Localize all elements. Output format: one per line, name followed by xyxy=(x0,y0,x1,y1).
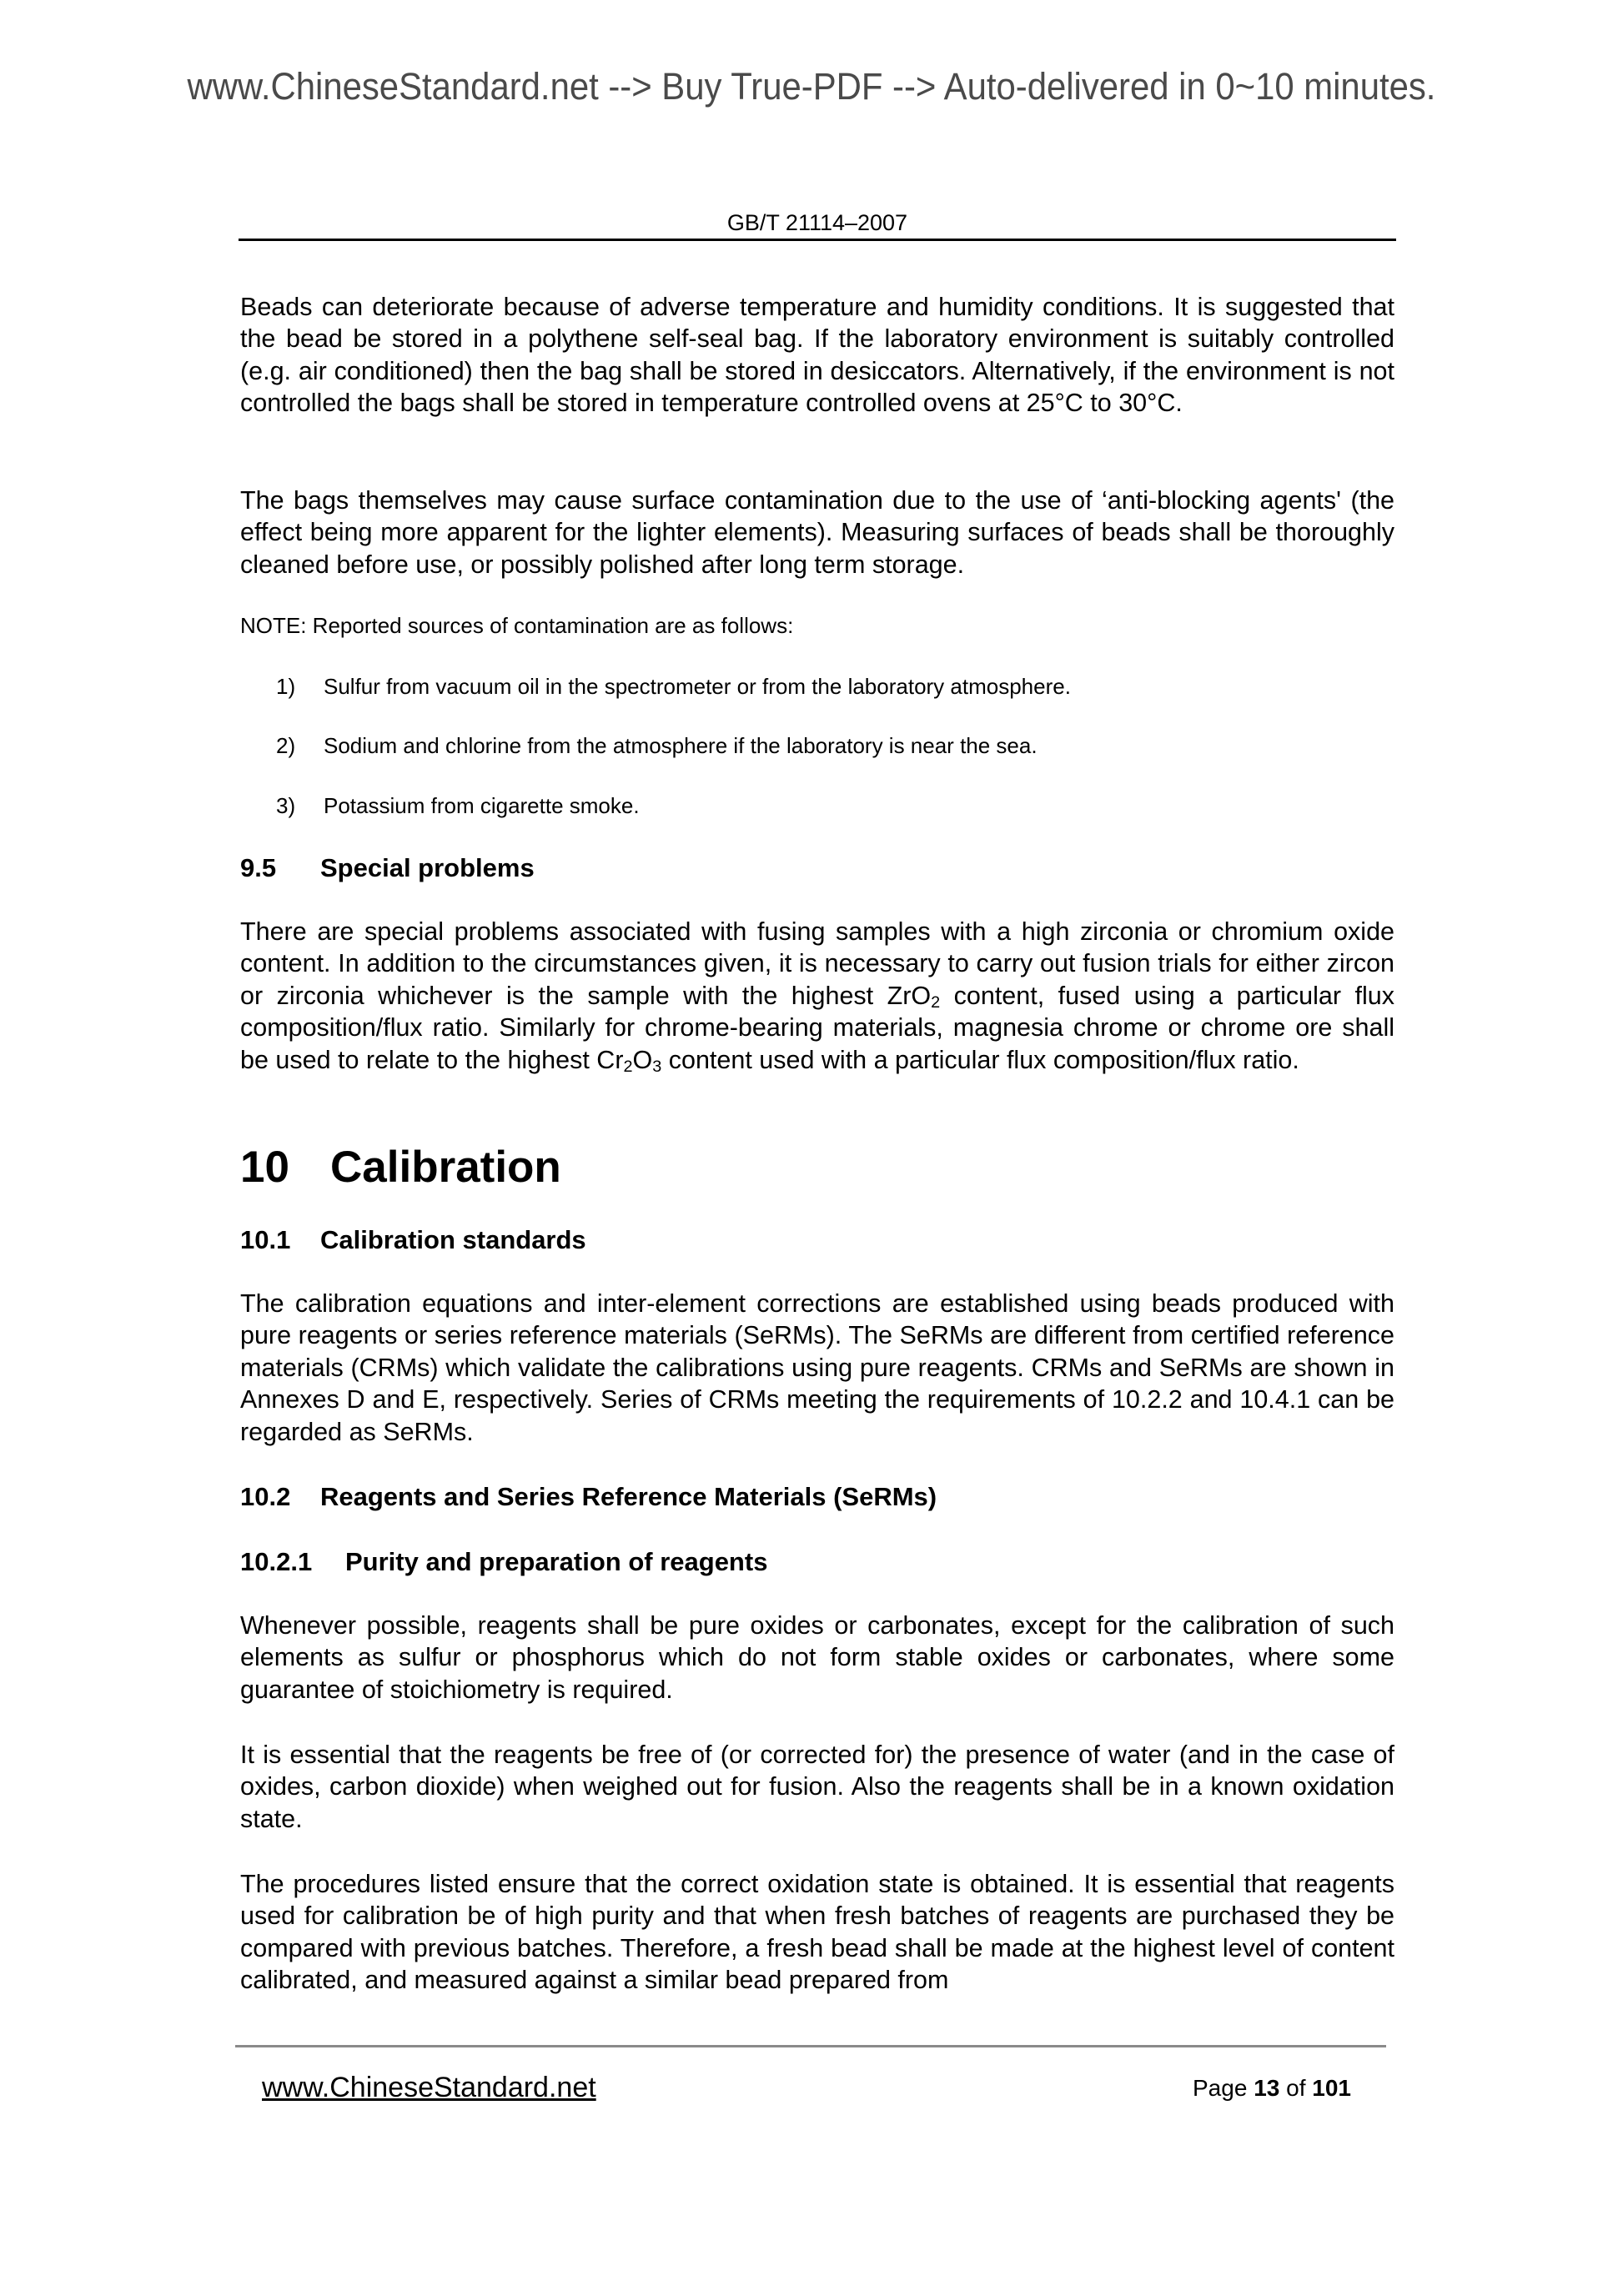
footer-divider xyxy=(235,2045,1386,2047)
document-id: GB/T 21114–2007 xyxy=(726,210,908,235)
current-page: 13 xyxy=(1254,2075,1280,2101)
note-item-text: Sulfur from vacuum oil in the spectrometer or from the laboratory atmosphere. xyxy=(324,674,1071,699)
note-item-text: Potassium from cigarette smoke. xyxy=(324,793,640,818)
heading-number: 10.2.1 xyxy=(240,1547,313,1576)
promo-banner: www.ChineseStandard.net --> Buy True-PDF --> Auto-delivered in 0~10 minutes. xyxy=(187,65,1436,108)
total-pages: 101 xyxy=(1312,2075,1351,2101)
note-item-number: 3) xyxy=(276,793,296,818)
text-segment: O xyxy=(632,1045,653,1074)
note-item-number: 2) xyxy=(276,733,296,758)
paragraph-bag-contamination: The bags themselves may cause surface contamination due to the use of ‘anti-blocking agents' (the effect being more apparent for the lighter elements). Measuring surfaces of beads shall be thoroughly cleaned before use, or possibly polished after long term storage. xyxy=(240,486,1394,579)
heading-10-2-1 xyxy=(240,1546,767,1578)
paragraph-special-problems xyxy=(240,916,1394,1076)
heading-number: 10.1 xyxy=(240,1225,291,1254)
text-segment: content used with a particular flux composition/flux ratio. xyxy=(661,1045,1299,1074)
text-segment: content, fused using a particular flux composition/flux ratio. Similarly for chrome-bearing materials, magnesia chrome or chrome ore shall be used to relate to the highest Cr xyxy=(240,981,1394,1074)
note-item-number: 1) xyxy=(276,674,296,699)
text-segment: There are special problems associated with fusing samples with a high zirconia or chromium oxide content. In addition to the circumstances given, it is necessary to carry out fusion trials for either zircon or zirconia whichever is the sample with the highest ZrO xyxy=(240,917,1394,1010)
heading-10-1 xyxy=(240,1224,586,1256)
heading-title: Special problems xyxy=(320,853,535,882)
heading-10 xyxy=(240,1143,561,1193)
heading-number: 10.2 xyxy=(240,1482,291,1511)
note-item-text: Sodium and chlorine from the atmosphere if the laboratory is near the sea. xyxy=(324,733,1038,758)
heading-10-2 xyxy=(240,1481,937,1513)
heading-title: Reagents and Series Reference Materials (SeRMs) xyxy=(320,1482,937,1511)
note-text: NOTE: Reported sources of contamination are as follows: xyxy=(240,613,794,638)
paragraph-calibration-standards: The calibration equations and inter-element corrections are established using beads produced with pure reagents or series reference materials (SeRMs). The SeRMs are different from certified reference materials (CRMs) which validate the calibrations using pure reagents. CRMs and SeRMs are shown in Annexes D and E, respectively. Series of CRMs meeting the requirements of 10.2.2 and 10.4.1 can be regarded as SeRMs. xyxy=(240,1289,1394,1446)
subscript: 2 xyxy=(931,992,941,1012)
heading-number: 9.5 xyxy=(240,853,277,882)
header-divider xyxy=(239,239,1396,241)
page-number xyxy=(1193,2075,1351,2102)
heading-number: 10 xyxy=(240,1143,289,1192)
heading-title: Purity and preparation of reagents xyxy=(345,1547,768,1576)
heading-title: Calibration standards xyxy=(320,1225,586,1254)
heading-9-5 xyxy=(240,852,535,884)
subscript: 3 xyxy=(652,1057,662,1076)
subscript: 2 xyxy=(623,1057,633,1076)
paragraph-bead-storage: Beads can deteriorate because of adverse temperature and humidity conditions. It is suggested that the bead be stored in a polythene self-seal bag. If the laboratory environment is suitably controlled (e.g. air conditioned) then the bag shall be stored in desiccators. Alternatively, if the environment is not controlled the bags shall be stored in temperature controlled ovens at 25°C to 30°C. xyxy=(240,293,1394,418)
paragraph-reagent-water: It is essential that the reagents be free of (or corrected for) the presence of water (and in the case of oxides, carbon dioxide) when weighed out for fusion. Also the reagents shall be in a known oxidation state. xyxy=(240,1741,1394,1833)
footer-website-link[interactable]: www.ChineseStandard.net xyxy=(262,2072,596,2103)
paragraph-oxidation-state: The procedures listed ensure that the correct oxidation state is obtained. It is essential that reagents used for calibration be of high purity and that when fresh batches of reagents are purchased they be compared with previous batches. Therefore, a fresh bead shall be made at the highest level of content calibrated, and measured against a similar bead prepared from xyxy=(240,1870,1394,1995)
paragraph-reagent-purity: Whenever possible, reagents shall be pure oxides or carbonates, except for the calibration of such elements as sulfur or phosphorus which do not form stable oxides or carbonates, where some guarantee of stoichiometry is required. xyxy=(240,1611,1394,1704)
heading-title: Calibration xyxy=(330,1143,561,1192)
page-label: Page xyxy=(1193,2075,1248,2101)
of-label: of xyxy=(1286,2075,1306,2101)
